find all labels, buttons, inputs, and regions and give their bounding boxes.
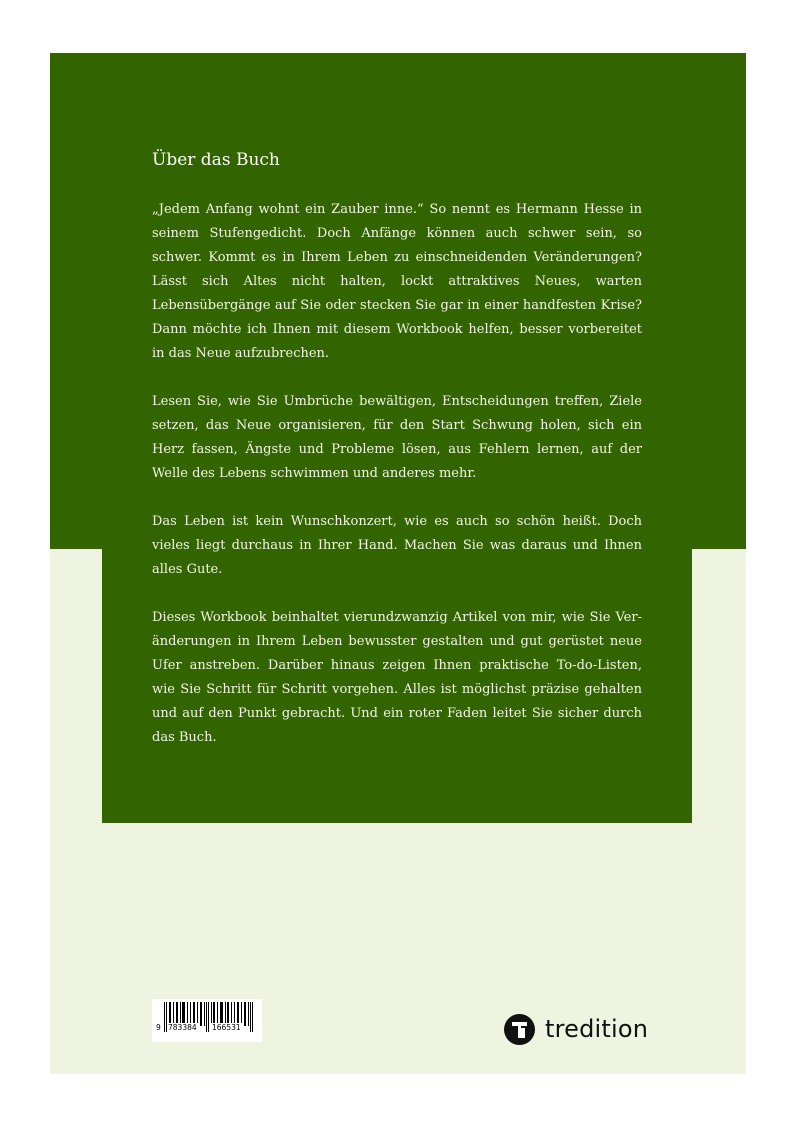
blurb-paragraph-4: Dieses Workbook beinhaltet vierundzwanzig Artikel von mir, wie Sie Veränderungen in Ihrem Leben bewusster gestalten und gut gerüstet neue Ufer anstreben. Darüber hinaus zeigen Ihnen praktische To-do-Listen, wie Sie Schritt für Schritt vorgehen. Alles ist möglichst präzise gehalten und auf den Punkt gebracht. Und ein roter Faden leitet Sie sicher durch das Buch. [152,610,642,745]
publisher-name: tredition [545,1015,649,1043]
blurb-section [152,146,642,750]
barcode-group-1: 783384 [168,1023,197,1032]
publisher-logo [504,1012,648,1046]
blurb-paragraph-1: „Jedem Anfang wohnt ein Zauber inne.“ So nennt es Hermann Hesse in seinem Stufengedicht. Doch Anfänge können auch schwer sein, so schwer. Kommt es in Ihrem Leben zu einschneidenden Veränderungen? Lässt sich Altes nicht halten, lockt attraktives Neues, warten Lebensübergänge auf Sie oder stecken Sie gar in einer handfesten Krise? Dann möchte ich Ihnen mit diesem Workbook helfen, besser vorbereitet in das Neue aufzubrechen. [152,202,642,361]
blurb-title: Über das Buch [152,150,280,170]
blurb-paragraph-3: Das Leben ist kein Wunschkonzert, wie es auch so schön heißt. Doch vieles liegt durchaus in Ihrer Hand. Machen Sie was daraus und Ihnen alles Gute. [152,514,642,577]
blurb-paragraph-2: Lesen Sie, wie Sie Umbrüche bewältigen, Entscheidungen treffen, Ziele setzen, das Neue organisieren, für den Start Schwung holen, sich ein Herz fassen, Ängste und Probleme lösen, aus Fehlern lernen, auf der Welle des Lebens schwimmen und anderes mehr. [152,394,642,481]
barcode-lead-digit: 9 [156,1023,161,1032]
tredition-logo-icon [504,1014,535,1045]
barcode-group-2: 166531 [212,1023,241,1032]
isbn-barcode [152,999,262,1042]
